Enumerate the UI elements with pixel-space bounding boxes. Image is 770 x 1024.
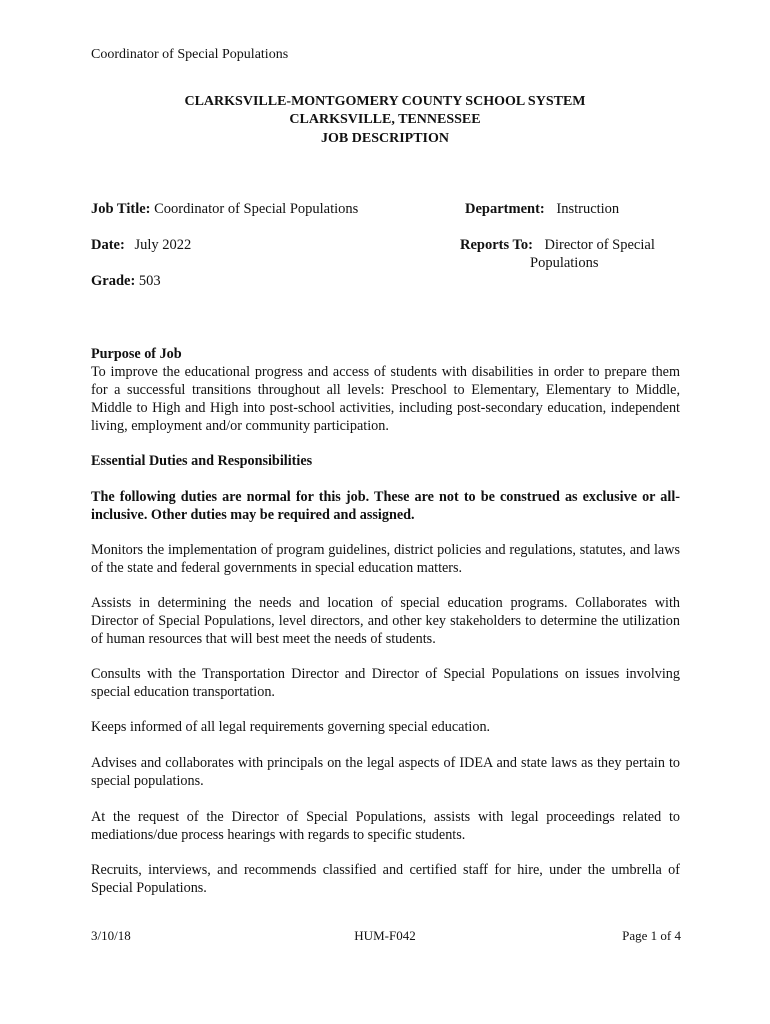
duty-item: Consults with the Transportation Director and Director of Special Populations on issues involving special education transportation.: [91, 666, 680, 700]
grade-value: 503: [138, 273, 161, 289]
duty-item: At the request of the Director of Special Populations, assists with legal proceedings related to mediations/due process hearings with regards to specific students.: [91, 809, 680, 843]
title-line-3: JOB DESCRIPTION: [321, 131, 449, 146]
date-value: July 2022: [134, 237, 192, 253]
department-value: Instruction: [556, 201, 620, 217]
duties-heading: Essential Duties and Responsibilities: [91, 453, 313, 469]
reports-to-value-line2: Populations: [530, 255, 599, 271]
date-label: Date:: [91, 237, 125, 253]
department-label: Department:: [465, 201, 545, 217]
job-title-value: Coordinator of Special Populations: [154, 201, 359, 217]
department-field: [465, 201, 619, 218]
footer-code: HUM-F042: [354, 928, 416, 943]
date-field: [91, 237, 191, 254]
grade-field: [91, 273, 161, 290]
duties-note: The following duties are normal for this job. These are not to be construed as exclusive or all-inclusive. Other duties may be required and assigned.: [91, 489, 680, 523]
duty-item: Assists in determining the needs and location of special education programs. Collaborates with Director of Special Populations, level directors, and other key stakeholders to determine the utilization of human resources that will best meet the needs of students.: [91, 595, 680, 647]
reports-to-label: Reports To:: [460, 237, 533, 253]
duty-item: Monitors the implementation of program guidelines, district policies and regulations, statutes, and laws of the state and federal governments in special education matters.: [91, 542, 680, 576]
title-line-1: CLARKSVILLE-MONTGOMERY COUNTY SCHOOL SYSTEM: [184, 94, 586, 109]
purpose-heading: Purpose of Job: [91, 346, 182, 362]
reports-to-value-line1: Director of Special: [544, 237, 655, 253]
footer-page-number: Page 1 of 4: [622, 928, 681, 943]
title-line-2: CLARKSVILLE, TENNESSEE: [289, 112, 481, 127]
purpose-text: To improve the educational progress and access of students with disabilities in order to prepare them for a successful transitions throughout all levels: Preschool to Elementary, Elementary to Middle, Middle to High and High into post-school activities, including post-secondary education, independent living, employment and/or community participation.: [91, 364, 680, 434]
duty-item: Recruits, interviews, and recommends classified and certified staff for hire, under the umbrella of Special Populations.: [91, 862, 680, 896]
job-title-field: [91, 201, 358, 218]
reports-to-field: [460, 237, 655, 254]
duty-item: Advises and collaborates with principals on the legal aspects of IDEA and state laws as they pertain to special populations.: [91, 755, 680, 789]
grade-label: Grade:: [91, 273, 136, 289]
duty-item: Keeps informed of all legal requirements governing special education.: [91, 719, 491, 735]
footer-date: 3/10/18: [91, 928, 131, 943]
running-header: Coordinator of Special Populations: [91, 47, 289, 62]
job-title-label: Job Title:: [91, 201, 151, 217]
